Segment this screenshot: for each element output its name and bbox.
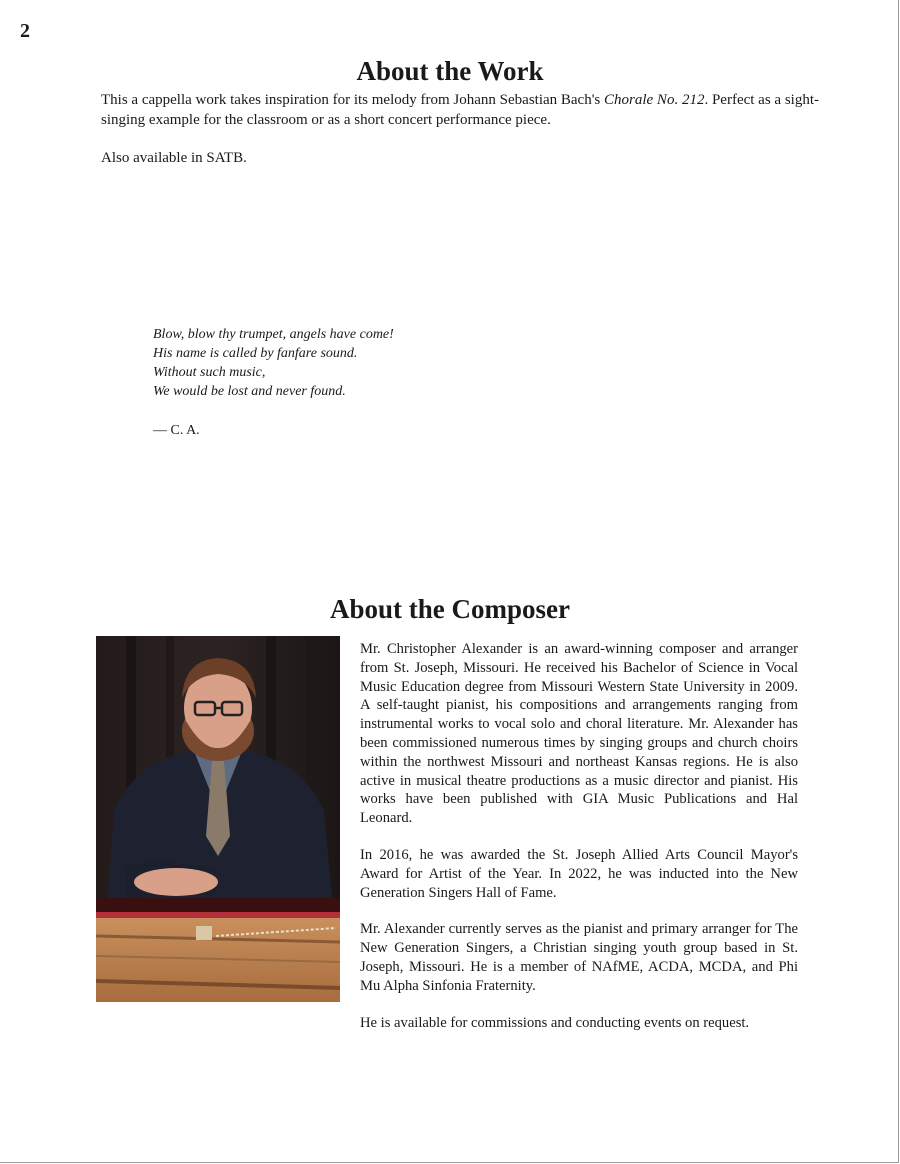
availability-note: Also available in SATB. <box>101 150 247 166</box>
poem-line: His name is called by fanfare sound. <box>153 346 358 361</box>
page-number: 2 <box>20 20 30 42</box>
poem-line: Blow, blow thy trumpet, angels have come! <box>153 327 394 342</box>
composer-photo <box>96 636 340 1002</box>
bio-paragraph: In 2016, he was awarded the St. Joseph Allied Arts Council Mayor's Award for Artist of the Year. In 2022, he was inducted into the New Generation Singers Hall of Fame. <box>360 846 798 901</box>
work-description-text-end: . Perfect as a sight-singing example for the classroom or as a short concert performance piece. <box>101 92 819 128</box>
poem-attribution: — C. A. <box>153 423 200 438</box>
bio-paragraph: Mr. Alexander currently serves as the pianist and primary arranger for The New Generation Singers, a Christian singing youth group based in St. Joseph, Missouri. He is a member of NAfME, ACDA, MCDA, and Phi Mu Alpha Sinfonia Fraternity. <box>360 921 798 994</box>
about-work-body <box>101 90 821 168</box>
poem-line: We would be lost and never found. <box>153 384 346 399</box>
about-work-heading: About the Work <box>356 56 544 86</box>
composer-bio <box>360 640 798 1032</box>
bio-paragraph: He is available for commissions and conducting events on request. <box>360 1014 750 1031</box>
work-description-text: This a cappella work takes inspiration for its melody from Johann Sebastian Bach's <box>101 92 605 108</box>
poem <box>153 325 553 401</box>
composer-portrait-illustration <box>96 636 340 1002</box>
bio-paragraph: Mr. Christopher Alexander is an award-winning composer and arranger from St. Joseph, Missouri. He received his Bachelor of Science in Vocal Music Education degree from Missouri Western State University in 2009. A self-taught pianist, his compositions and arrangements ranging from instrumental works to vocal solo and choral literature. Mr. Alexander has been commissioned numerous times by singing groups and church choirs within the northwest Missouri and northeast Kansas regions. He is also active in musical theatre productions as a music director and pianist. His works have been published with GIA Music Publications and Hal Leonard. <box>360 641 798 827</box>
about-composer-heading: About the Composer <box>330 594 570 624</box>
chorale-title: Chorale No. 212 <box>604 92 705 108</box>
work-description <box>101 90 821 130</box>
poem-line: Without such music, <box>153 365 266 380</box>
